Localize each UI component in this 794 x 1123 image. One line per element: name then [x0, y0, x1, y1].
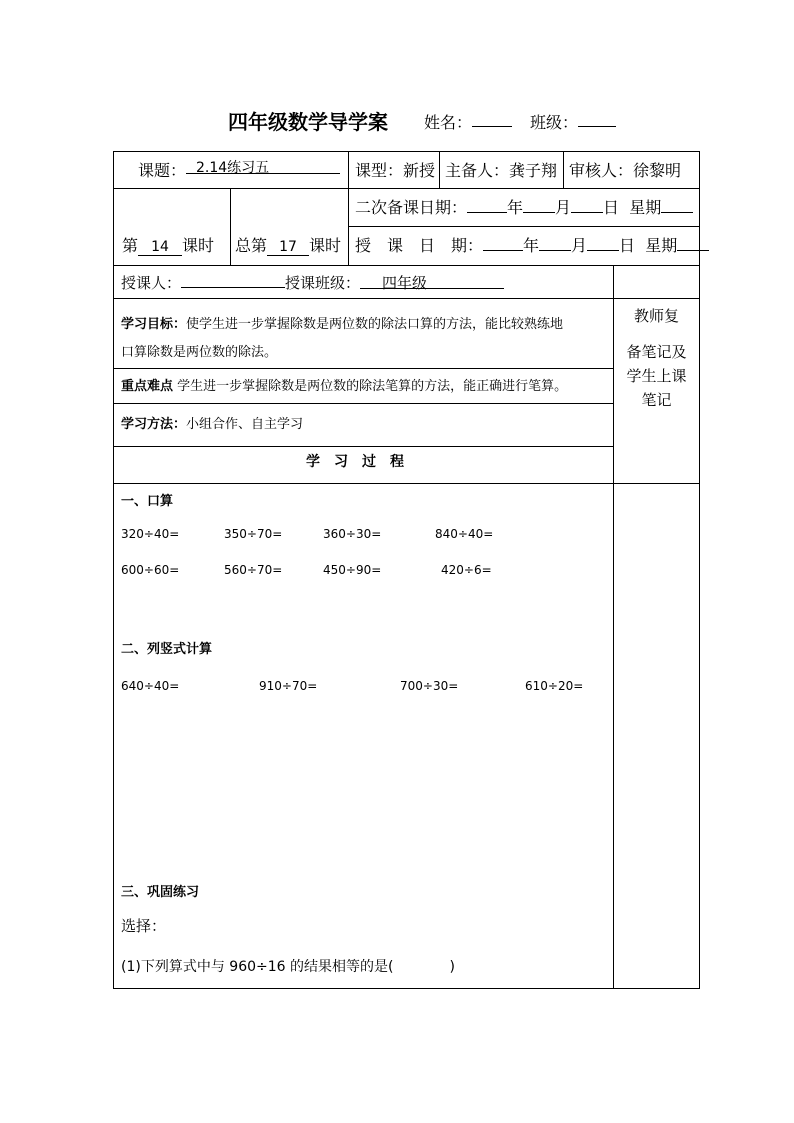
row-divider	[348, 226, 700, 227]
vertical-calc-item: 640÷40=	[121, 679, 180, 693]
row-divider	[113, 483, 700, 484]
vertical-calc-item: 700÷30=	[400, 679, 459, 693]
section1-title: 一、口算	[121, 494, 174, 509]
year-label: 年	[523, 236, 540, 255]
year-blank[interactable]	[467, 198, 507, 213]
class-label: 班级：	[530, 113, 579, 132]
preparer-value: 龚子翔	[509, 161, 558, 180]
table-right-border	[699, 151, 700, 989]
topic-label: 课题：	[138, 161, 187, 180]
table-bottom-border	[113, 988, 700, 989]
row-divider	[113, 368, 613, 369]
mental-math-item: 450÷90=	[323, 563, 382, 577]
total-suffix: 课时	[309, 236, 342, 255]
section2-title: 二、列竖式计算	[121, 642, 213, 657]
mental-math-item: 600÷60=	[121, 563, 180, 577]
type-label: 课型：	[355, 161, 404, 180]
objective-text-1: 使学生进一步掌握除数是两位数的除法口算的方法，能比较熟练地	[186, 317, 564, 332]
week-blank[interactable]	[677, 236, 709, 251]
teach-date-label: 授 课 日 期：	[355, 236, 484, 255]
row-divider	[113, 403, 613, 404]
mental-math-item: 840÷40=	[435, 527, 494, 541]
mental-math-item: 420÷6=	[441, 563, 492, 577]
second-prep-label: 二次备课日期：	[355, 198, 468, 217]
topic-value: 2.14练习五	[196, 160, 270, 176]
teacher-label: 授课人：	[121, 274, 182, 292]
total-number: 17	[267, 239, 309, 256]
year-label: 年	[507, 198, 524, 217]
type-value: 新授	[403, 161, 436, 180]
notes-line: 笔记	[641, 391, 672, 409]
col-divider	[563, 151, 564, 188]
section3-title: 三、巩固练习	[121, 885, 200, 900]
preparer-label: 主备人：	[445, 161, 510, 180]
week-label: 星期	[645, 236, 678, 255]
week-blank[interactable]	[661, 198, 693, 213]
method-label: 学习方法：	[121, 417, 187, 432]
teacher-blank[interactable]	[181, 273, 285, 288]
lesson-suffix: 课时	[182, 236, 215, 255]
mental-math-item: 350÷70=	[224, 527, 283, 541]
teach-class-value-line	[360, 272, 504, 292]
table-top-border	[113, 151, 700, 152]
day-label: 日	[603, 198, 620, 217]
name-label: 姓名：	[424, 113, 473, 132]
mental-math-item: 320÷40=	[121, 527, 180, 541]
objective-text-2: 口算除数是两位数的除法。	[121, 345, 278, 360]
row-divider	[113, 265, 700, 266]
process-heading: 学习过程	[306, 454, 418, 470]
difficulty-label: 重点难点	[121, 379, 174, 394]
reviewer-value: 徐黎明	[633, 161, 682, 180]
month-label: 月	[555, 198, 572, 217]
row-divider	[113, 188, 700, 189]
notes-line: 备笔记及	[626, 343, 687, 361]
notes-line: 学生上课	[626, 367, 687, 385]
class-blank[interactable]	[578, 112, 616, 127]
teach-class-value: 四年级	[382, 274, 428, 292]
day-blank[interactable]	[587, 236, 619, 251]
vertical-calc-item: 610÷20=	[525, 679, 584, 693]
teacher-notes-caption	[614, 304, 699, 412]
table-left-border	[113, 151, 114, 989]
mental-math-item: 360÷30=	[323, 527, 382, 541]
choose-label: 选择：	[121, 917, 167, 935]
page-title: 四年级数学导学案	[228, 110, 388, 134]
col-divider	[348, 151, 349, 265]
lesson-number: 14	[138, 239, 182, 256]
method-text: 小组合作、自主学习	[186, 417, 304, 432]
topic-value-line	[186, 157, 340, 174]
month-label: 月	[571, 236, 588, 255]
teach-class-label: 授课班级：	[285, 274, 361, 292]
total-prefix: 总第	[235, 236, 268, 255]
difficulty-text: 学生进一步掌握除数是两位数的除法笔算的方法，能正确进行笔算。	[177, 379, 568, 394]
mental-math-item: 560÷70=	[224, 563, 283, 577]
row-divider	[113, 298, 700, 299]
day-blank[interactable]	[571, 198, 603, 213]
vertical-calc-item: 910÷70=	[259, 679, 318, 693]
question-1: (1)下列算式中与 960÷16 的结果相等的是( )	[121, 959, 455, 975]
day-label: 日	[619, 236, 636, 255]
col-divider	[230, 188, 231, 265]
name-blank[interactable]	[472, 112, 512, 127]
year-blank[interactable]	[483, 236, 523, 251]
lesson-prefix: 第	[122, 236, 139, 255]
objective-label: 学习目标：	[121, 317, 187, 332]
row-divider	[113, 446, 613, 447]
month-blank[interactable]	[539, 236, 571, 251]
reviewer-label: 审核人：	[569, 161, 634, 180]
notes-line: 教师复	[633, 307, 679, 325]
week-label: 星期	[629, 198, 662, 217]
col-divider	[439, 151, 440, 188]
month-blank[interactable]	[523, 198, 555, 213]
